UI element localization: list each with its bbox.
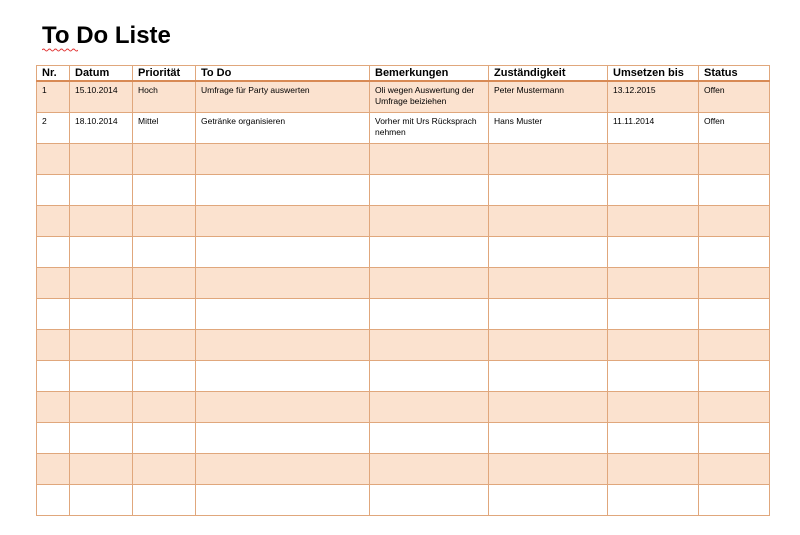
table-row xyxy=(37,330,770,361)
cell-zustaendigkeit xyxy=(489,175,608,206)
cell-todo xyxy=(196,485,370,516)
cell-datum xyxy=(70,237,133,268)
table-row xyxy=(37,206,770,237)
cell-nr xyxy=(37,237,70,268)
cell-datum xyxy=(70,330,133,361)
cell-nr xyxy=(37,392,70,423)
header-prioritaet: Priorität xyxy=(133,66,196,82)
cell-todo xyxy=(196,423,370,454)
cell-datum xyxy=(70,144,133,175)
cell-umsetzen-bis xyxy=(608,361,699,392)
cell-nr xyxy=(37,206,70,237)
cell-todo xyxy=(196,237,370,268)
cell-datum xyxy=(70,423,133,454)
cell-zustaendigkeit xyxy=(489,268,608,299)
cell-datum xyxy=(70,392,133,423)
cell-bemerkungen xyxy=(370,485,489,516)
cell-umsetzen-bis: 11.11.2014 xyxy=(608,113,699,144)
cell-bemerkungen xyxy=(370,237,489,268)
cell-todo xyxy=(196,144,370,175)
cell-status xyxy=(699,423,770,454)
cell-prioritaet xyxy=(133,206,196,237)
table-row xyxy=(37,392,770,423)
header-zustaendigkeit: Zuständigkeit xyxy=(489,66,608,82)
cell-umsetzen-bis xyxy=(608,485,699,516)
cell-bemerkungen xyxy=(370,175,489,206)
table-row xyxy=(37,237,770,268)
cell-status xyxy=(699,454,770,485)
cell-bemerkungen xyxy=(370,392,489,423)
cell-status xyxy=(699,237,770,268)
cell-nr xyxy=(37,330,70,361)
cell-zustaendigkeit xyxy=(489,330,608,361)
cell-zustaendigkeit xyxy=(489,361,608,392)
cell-status xyxy=(699,330,770,361)
cell-zustaendigkeit xyxy=(489,423,608,454)
cell-datum xyxy=(70,206,133,237)
header-todo: To Do xyxy=(196,66,370,82)
cell-prioritaet xyxy=(133,361,196,392)
cell-umsetzen-bis xyxy=(608,454,699,485)
cell-zustaendigkeit xyxy=(489,485,608,516)
cell-zustaendigkeit xyxy=(489,144,608,175)
cell-datum: 18.10.2014 xyxy=(70,113,133,144)
cell-status xyxy=(699,485,770,516)
cell-todo xyxy=(196,361,370,392)
cell-nr xyxy=(37,423,70,454)
cell-bemerkungen: Oli wegen Auswertung der Umfrage beiziehen xyxy=(370,81,489,113)
cell-umsetzen-bis xyxy=(608,175,699,206)
table-row xyxy=(37,113,770,144)
table-row xyxy=(37,361,770,392)
table-row xyxy=(37,423,770,454)
cell-umsetzen-bis xyxy=(608,237,699,268)
cell-status xyxy=(699,144,770,175)
cell-status: Offen xyxy=(699,81,770,113)
cell-todo xyxy=(196,392,370,423)
cell-umsetzen-bis xyxy=(608,299,699,330)
cell-prioritaet: Mittel xyxy=(133,113,196,144)
cell-umsetzen-bis xyxy=(608,144,699,175)
cell-datum: 15.10.2014 xyxy=(70,81,133,113)
cell-prioritaet xyxy=(133,299,196,330)
cell-nr xyxy=(37,361,70,392)
cell-prioritaet xyxy=(133,175,196,206)
table-row xyxy=(37,454,770,485)
cell-prioritaet xyxy=(133,392,196,423)
table-row xyxy=(37,175,770,206)
cell-status xyxy=(699,206,770,237)
cell-prioritaet: Hoch xyxy=(133,81,196,113)
cell-status xyxy=(699,361,770,392)
cell-bemerkungen xyxy=(370,454,489,485)
cell-nr: 2 xyxy=(37,113,70,144)
cell-zustaendigkeit xyxy=(489,299,608,330)
table-row xyxy=(37,485,770,516)
table-row xyxy=(37,299,770,330)
cell-umsetzen-bis: 13.12.2015 xyxy=(608,81,699,113)
cell-zustaendigkeit xyxy=(489,237,608,268)
cell-datum xyxy=(70,299,133,330)
cell-bemerkungen xyxy=(370,423,489,454)
cell-bemerkungen xyxy=(370,144,489,175)
cell-umsetzen-bis xyxy=(608,206,699,237)
cell-todo: Getränke organisieren xyxy=(196,113,370,144)
cell-umsetzen-bis xyxy=(608,423,699,454)
cell-nr xyxy=(37,454,70,485)
cell-todo xyxy=(196,299,370,330)
cell-umsetzen-bis xyxy=(608,330,699,361)
table-row xyxy=(37,144,770,175)
header-status: Status xyxy=(699,66,770,82)
cell-todo xyxy=(196,206,370,237)
cell-status xyxy=(699,175,770,206)
table-header-row xyxy=(37,66,770,82)
cell-umsetzen-bis xyxy=(608,268,699,299)
cell-bemerkungen xyxy=(370,268,489,299)
cell-prioritaet xyxy=(133,423,196,454)
cell-todo xyxy=(196,175,370,206)
cell-bemerkungen xyxy=(370,206,489,237)
table-body xyxy=(37,81,770,516)
cell-status: Offen xyxy=(699,113,770,144)
cell-prioritaet xyxy=(133,330,196,361)
cell-nr: 1 xyxy=(37,81,70,113)
cell-nr xyxy=(37,268,70,299)
cell-zustaendigkeit: Peter Mustermann xyxy=(489,81,608,113)
cell-prioritaet xyxy=(133,268,196,299)
cell-status xyxy=(699,299,770,330)
header-nr: Nr. xyxy=(37,66,70,82)
header-bemerkungen: Bemerkungen xyxy=(370,66,489,82)
cell-nr xyxy=(37,299,70,330)
cell-zustaendigkeit xyxy=(489,454,608,485)
cell-prioritaet xyxy=(133,454,196,485)
todo-table xyxy=(36,65,770,516)
cell-datum xyxy=(70,454,133,485)
cell-zustaendigkeit: Hans Muster xyxy=(489,113,608,144)
cell-todo xyxy=(196,330,370,361)
page-title: To Do Liste xyxy=(42,22,171,49)
cell-status xyxy=(699,268,770,299)
cell-datum xyxy=(70,268,133,299)
header-umsetzen-bis: Umsetzen bis xyxy=(608,66,699,82)
cell-nr xyxy=(37,485,70,516)
cell-status xyxy=(699,392,770,423)
table-row xyxy=(37,81,770,113)
cell-todo xyxy=(196,268,370,299)
cell-zustaendigkeit xyxy=(489,206,608,237)
cell-datum xyxy=(70,361,133,392)
cell-zustaendigkeit xyxy=(489,392,608,423)
cell-datum xyxy=(70,175,133,206)
header-datum: Datum xyxy=(70,66,133,82)
cell-todo xyxy=(196,454,370,485)
cell-bemerkungen xyxy=(370,361,489,392)
cell-prioritaet xyxy=(133,485,196,516)
cell-nr xyxy=(37,144,70,175)
cell-bemerkungen: Vorher mit Urs Rücksprach nehmen xyxy=(370,113,489,144)
cell-prioritaet xyxy=(133,144,196,175)
cell-bemerkungen xyxy=(370,299,489,330)
cell-todo: Umfrage für Party auswerten xyxy=(196,81,370,113)
cell-umsetzen-bis xyxy=(608,392,699,423)
cell-nr xyxy=(37,175,70,206)
table-row xyxy=(37,268,770,299)
cell-prioritaet xyxy=(133,237,196,268)
cell-bemerkungen xyxy=(370,330,489,361)
spellcheck-underline xyxy=(42,48,78,52)
cell-datum xyxy=(70,485,133,516)
